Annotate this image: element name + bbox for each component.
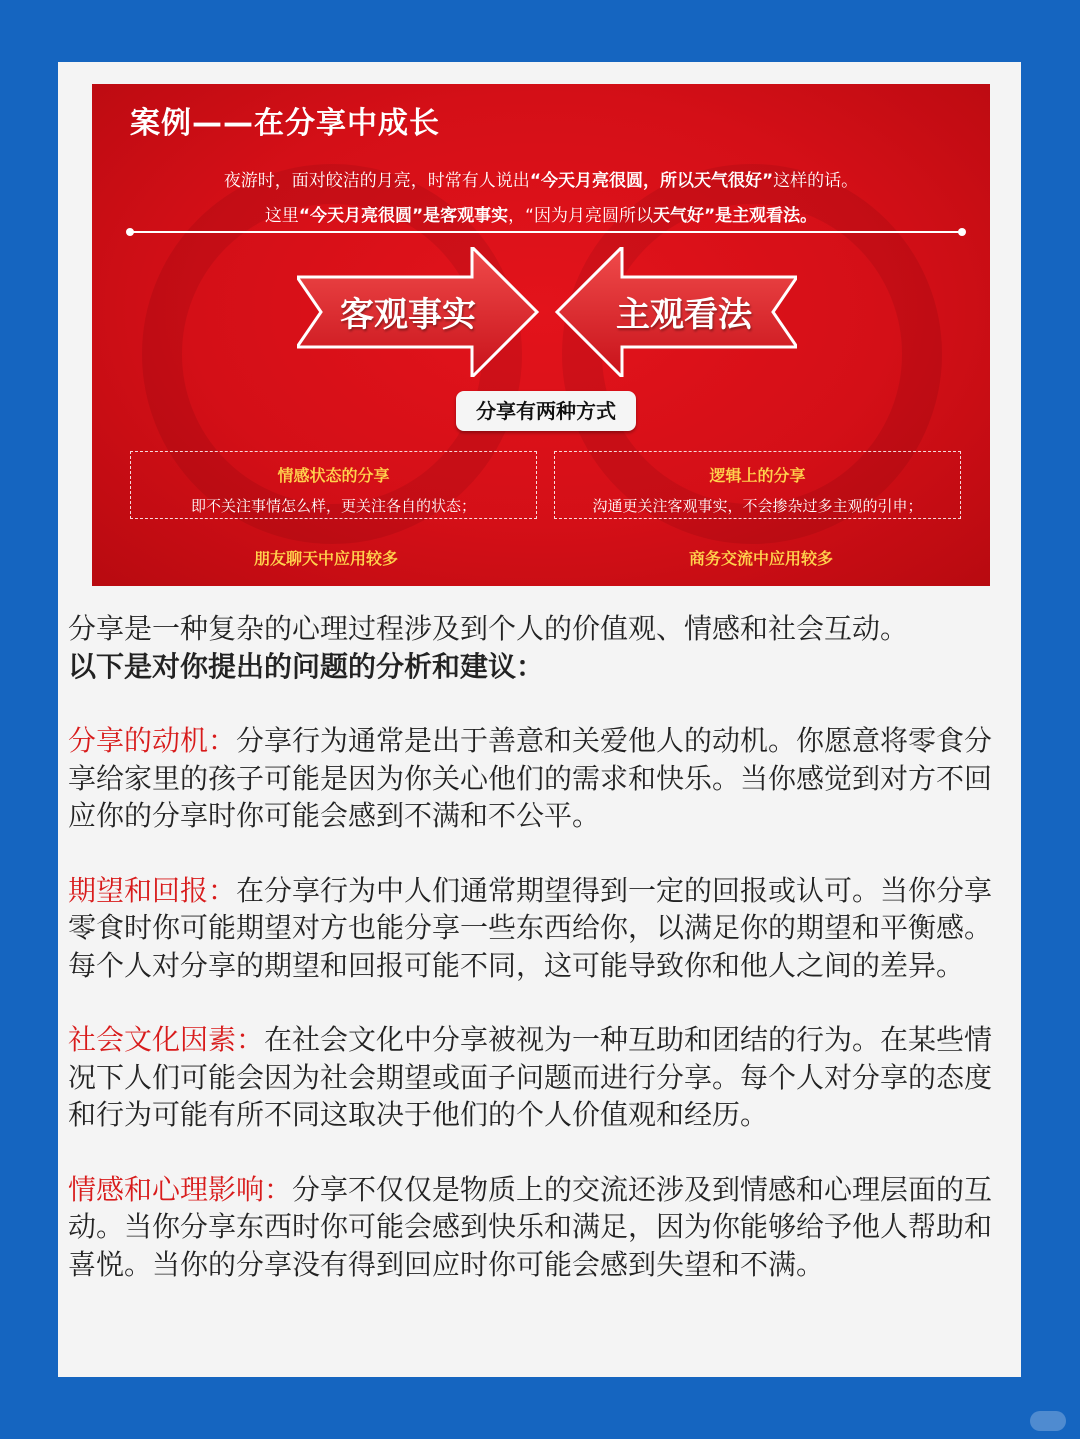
section-heading: 情感和心理影响： — [68, 1172, 293, 1206]
banner-line-1 — [92, 166, 990, 191]
case-banner — [92, 84, 990, 586]
objective-fact-label: 客观事实 — [340, 295, 476, 335]
subjective-view-label: 主观看法 — [616, 295, 752, 335]
section-body: 分享行为通常是出于善意和关爱他人的动机。你愿意将零食分享给家里的孩子可能是因为你关心他们的需求和快乐。当你感觉到对方不回应你的分享时你可能会感到不满和不公平。 — [68, 724, 993, 832]
friends-chat-note: 朋友聊天中应用较多 — [254, 549, 399, 568]
section-culture — [68, 1021, 1013, 1134]
logical-sharing-title: 逻辑上的分享 — [709, 466, 806, 485]
line1-quote: “今天月亮很圆，所以天气很好” — [529, 171, 774, 191]
corner-watermark — [1030, 1411, 1066, 1431]
section-heading: 期望和回报： — [68, 873, 237, 907]
section-expectation — [68, 872, 1013, 985]
line2-mid: ，“因为月亮圆所以 — [508, 206, 653, 226]
banner-divider — [130, 231, 962, 233]
intro-line-2: 以下是对你提出的问题的分析和建议： — [68, 649, 545, 683]
business-note: 商务交流中应用较多 — [689, 549, 834, 568]
two-ways-pill: 分享有两种方式 — [456, 391, 636, 431]
emotional-sharing-title: 情感状态的分享 — [277, 466, 390, 485]
section-body: 在社会文化中分享被视为一种互助和团结的行为。在某些情况下人们可能会因为社会期望或面子问题而进行分享。每个人对分享的态度和行为可能有所不同这取决于他们的个人价值观和经历。 — [68, 1023, 993, 1131]
section-body: 分享不仅仅是物质上的交流还涉及到情感和心理层面的互动。当你分享东西时你可能会感到快乐和满足，因为你能够给予他人帮助和喜悦。当你的分享没有得到回应时你可能会感到失望和不满。 — [68, 1172, 993, 1281]
emotional-sharing-desc: 即不关注事情怎么样，更关注各自的状态； — [190, 497, 476, 515]
section-heading: 社会文化因素： — [68, 1023, 265, 1056]
section-emotion — [68, 1171, 1013, 1284]
intro-line-1: 分享是一种复杂的心理过程涉及到个人的价值观、情感和社会互动。 — [68, 612, 909, 645]
section-body: 在分享行为中人们通常期望得到一定的回报或认可。当你分享零食时你可能期望对方也能分享一些东西给你，以满足你的期望和平衡感。每个人对分享的期望和回报可能不同，这可能导致你和他人之间的差异。 — [68, 873, 993, 982]
section-heading: 分享的动机： — [68, 724, 237, 757]
article-body — [68, 610, 1013, 1283]
line2-quote-2: 天气好”是主观看法。 — [652, 206, 818, 226]
banner-line-2 — [92, 201, 990, 226]
line2-quote-1: “今天月亮很圆”是客观事实 — [298, 206, 509, 226]
line1-post: 这样的话。 — [773, 171, 859, 191]
emotional-sharing-box — [130, 451, 537, 519]
logical-sharing-desc: 沟通更关注客观事实，不会掺杂过多主观的引申； — [592, 497, 923, 515]
line1-pre: 夜游时，面对皎洁的月亮，时常有人说出 — [223, 171, 530, 191]
banner-title: 案例——在分享中成长 — [130, 106, 440, 141]
logical-sharing-box — [554, 451, 961, 519]
section-motivation — [68, 722, 1013, 835]
line2-pre: 这里 — [264, 206, 299, 226]
